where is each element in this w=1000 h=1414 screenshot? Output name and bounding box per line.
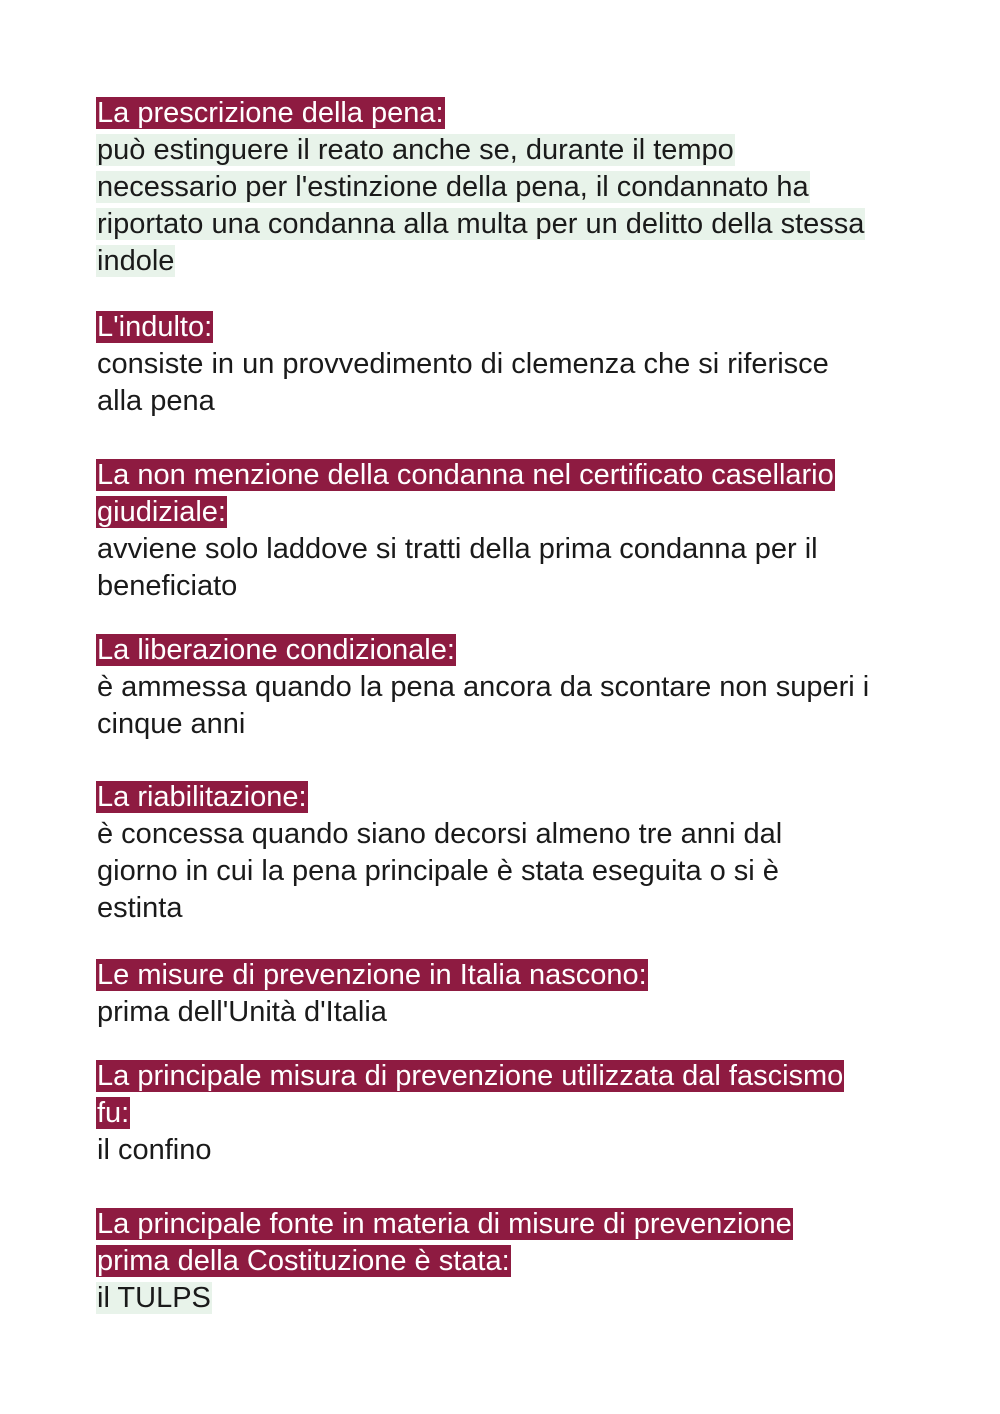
answer-line: alla pena <box>97 385 215 417</box>
qa-item-fonte <box>96 1206 906 1317</box>
qa-item-prescrizione <box>96 95 906 280</box>
answer-line: necessario per l'estinzione della pena, il condannato ha <box>97 171 809 203</box>
question-line: La liberazione condizionale: <box>97 634 455 666</box>
question-line: giudiziale: <box>97 496 226 528</box>
question-line: La prescrizione della pena: <box>97 97 444 129</box>
question-line: La principale fonte in materia di misure di prevenzione <box>97 1208 792 1240</box>
answer-line: può estinguere il reato anche se, durante il tempo <box>97 134 734 166</box>
question-line: La riabilitazione: <box>97 781 307 813</box>
answer-line: prima dell'Unità d'Italia <box>97 996 387 1028</box>
question-line: fu: <box>97 1097 130 1129</box>
answer-line: è concessa quando siano decorsi almeno tre anni dal <box>97 818 783 850</box>
answer-line: cinque anni <box>97 708 246 740</box>
answer-line: beneficiato <box>97 570 238 602</box>
question-line: La principale misura di prevenzione utilizzata dal fascismo <box>97 1060 844 1092</box>
question-line: L'indulto: <box>97 311 213 343</box>
answer-line: giorno in cui la pena principale è stata eseguita o si è <box>97 855 779 887</box>
question-line: Le misure di prevenzione in Italia nascono: <box>97 959 647 991</box>
answer-line: avviene solo laddove si tratti della prima condanna per il <box>97 533 818 565</box>
answer-line: consiste in un provvedimento di clemenza che si riferisce <box>97 348 829 380</box>
qa-item-liberazione <box>96 632 906 743</box>
answer-line: riportato una condanna alla multa per un delitto della stessa <box>97 208 865 240</box>
qa-item-non-menzione <box>96 457 906 605</box>
answer-line: indole <box>97 245 175 277</box>
question-line: prima della Costituzione è stata: <box>97 1245 510 1277</box>
qa-item-riabilitazione <box>96 779 906 927</box>
answer-line: il TULPS <box>97 1282 211 1314</box>
answer-line: estinta <box>97 892 183 924</box>
question-line: La non menzione della condanna nel certificato casellario <box>97 459 834 491</box>
qa-item-fascismo <box>96 1058 906 1169</box>
answer-line: il confino <box>97 1134 212 1166</box>
qa-item-misure-origine <box>96 957 906 1031</box>
qa-item-indulto <box>96 309 906 420</box>
answer-line: è ammessa quando la pena ancora da scontare non superi i <box>97 671 870 703</box>
